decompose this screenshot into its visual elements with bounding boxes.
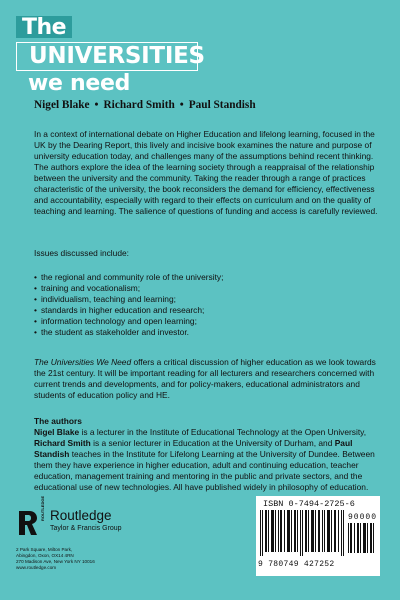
bio-author-name: Richard Smith — [34, 438, 91, 448]
list-item: • the student as stakeholder and investor. — [34, 327, 223, 338]
publisher-address — [16, 547, 95, 571]
bio-text: is a senior lecturer in Education at the University of Durham, and — [90, 438, 335, 448]
authors-bio — [34, 427, 378, 493]
list-item: • information technology and open learning; — [34, 316, 223, 327]
publisher-vertical-label: ROUTLEDGE — [40, 495, 45, 521]
isbn-label: ISBN 0-7494-2725-6 — [263, 499, 355, 509]
list-item: • training and vocationalism; — [34, 283, 223, 294]
list-item: • the regional and community role of the university; — [34, 272, 223, 283]
list-item: • standards in higher education and research; — [34, 305, 223, 316]
address-line: www.routledge.com — [16, 565, 57, 570]
address-line: 2 Park Square, Milton Park, — [16, 547, 73, 552]
publisher-name: Routledge — [50, 508, 112, 523]
author-name: Paul Standish — [188, 99, 256, 111]
book-title-italic: The Universities We Need — [34, 357, 132, 367]
title-main: UNIVERSITIES — [16, 42, 198, 71]
barcode-box — [256, 496, 380, 576]
conclusion-paragraph — [34, 357, 378, 401]
author-line — [34, 99, 256, 111]
title-block — [16, 15, 205, 96]
author-name: Richard Smith — [103, 99, 175, 111]
authors-heading: The authors — [34, 416, 82, 426]
bio-author-name: Paul Standish — [34, 438, 353, 459]
address-line: Abingdon, Oxon, OX14 4RN — [16, 553, 74, 558]
title-the: The — [16, 16, 72, 38]
address-line: 270 Madison Ave, New York NY 10016 — [16, 559, 95, 564]
title-sub: we need — [28, 71, 131, 96]
price-code-label: 90000 — [348, 513, 378, 522]
author-name: Nigel Blake — [34, 99, 90, 111]
publisher-subtitle: Taylor & Francis Group — [50, 525, 122, 532]
list-item: • individualism, teaching and learning; — [34, 294, 223, 305]
separator-dot: • — [94, 99, 99, 111]
separator-dot: • — [179, 99, 184, 111]
ean-barcode-icon — [260, 510, 346, 556]
bio-text: teaches in the Institute for Lifelong Learning at the University of Dundee. Between them they have experience in higher education, adult and continuing education, teacher education, management training and mentoring in the public and private sectors, and the educational use of new technologies. All have published widely in philosophy of education. — [34, 449, 375, 492]
bio-author-name: Nigel Blake — [34, 427, 80, 437]
book-description: In a context of international debate on Higher Education and lifelong learning, focused in the UK by the Dearing Report, this lively and incisive book examines the nature and purpose of university education today, and challenges many of the assumptions behind recent thinking. The authors explore the idea of the learning society through a reappraisal of the relationship between the university and the community. Taking the reader through a range of practices characteristic of the university, the book reconsiders the demand for efficiency, effectiveness and accountability, especially with regard to their effects on curriculum and on the quality of teaching and learning. The salience of questions of funding and access is carefully reviewed. — [34, 129, 378, 216]
issues-list — [34, 272, 223, 339]
ean-number: 9 780749 427252 — [258, 560, 335, 569]
conclusion-text: offers a critical discussion of higher education as we look towards the 21st century. It will be important reading for all lecturers and researchers concerned with current trends and developments, and for policy-makers, educational administrators and students of education policy and HE. — [34, 357, 376, 400]
issues-heading: Issues discussed include: — [34, 248, 129, 258]
price-barcode-icon — [348, 523, 376, 553]
routledge-logo-icon — [16, 509, 40, 537]
bio-text: is a lecturer in the Institute of Educational Technology at the Open University, — [79, 427, 367, 437]
